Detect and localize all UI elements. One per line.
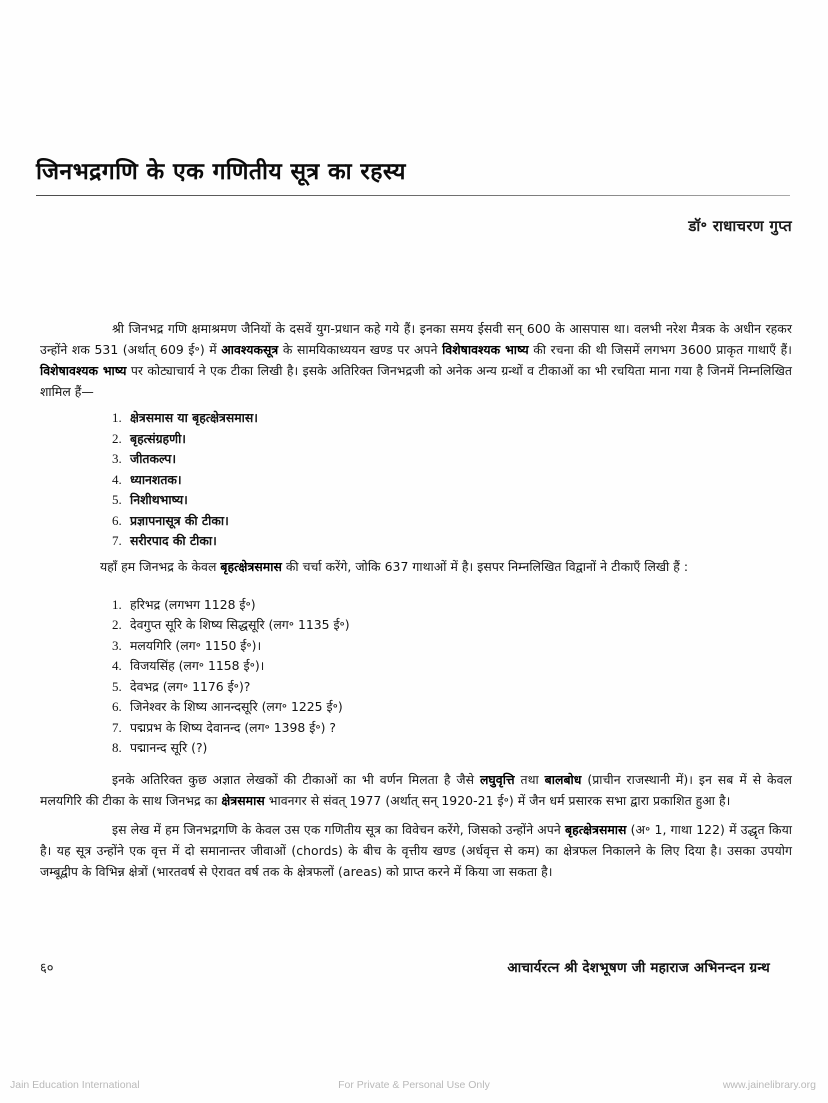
paragraph-after-works bbox=[40, 556, 792, 577]
list-item-label: जिनेश्वर के शिष्य आनन्दसूरि (लग॰ 1225 ई॰) bbox=[130, 699, 343, 714]
list-item bbox=[112, 615, 792, 636]
intro-sentence-1: श्री जिनभद्र गणि क्षमाश्रमण जैनियों के दसवें युग-प्रधान कहे गये हैं। इनका समय ईसवी सन् 600 के आसपास था। bbox=[112, 321, 630, 336]
after-list1-a: यहाँ हम जिनभद्र के केवल bbox=[100, 558, 221, 574]
paragraph-unknown-commentaries bbox=[40, 769, 792, 811]
list-item-label: बृहत्संग्रहणी। bbox=[130, 430, 187, 446]
list-item-label: देवभद्र (लग॰ 1176 ई॰)? bbox=[130, 678, 251, 694]
book-title-footer: आचार्यरत्न श्री देशभूषण जी महाराज अभिनन्दन ग्रन्थ bbox=[507, 960, 770, 976]
work-kshetrasamasa: क्षेत्रसमास bbox=[221, 792, 265, 808]
list-item-number: 6. bbox=[112, 512, 122, 528]
paragraph-scope bbox=[40, 819, 792, 882]
work-vishesavashyaka-bhashya-1: विशेषावश्यक भाष्य bbox=[442, 342, 529, 357]
list-item-label: हरिभद्र (लगभग 1128 ई॰) bbox=[130, 596, 256, 612]
scan-watermark-strip bbox=[0, 1066, 828, 1103]
list-item-label: क्षेत्रसमास या बृहत्क्षेत्रसमास। bbox=[130, 410, 258, 425]
list-item-label: मलयगिरि (लग॰ 1150 ई॰)। bbox=[130, 637, 262, 653]
list-item-label: जीतकल्प। bbox=[130, 451, 177, 466]
intro-sentence-2e: पर कोट्याचार्य ने एक टीका लिखी है। इसके अतिरिक्त जिनभद्रजी को अनेक अन्य ग्रन्थों व टीकाओं का भी रचयिता माना गया है जिनमें निम्नलिखित शामिल हैं— bbox=[40, 363, 792, 399]
author-byline: डॉ॰ राधाचरण गुप्त bbox=[688, 217, 792, 235]
title-block bbox=[36, 158, 792, 196]
body-column bbox=[40, 318, 792, 884]
intro-sentence-2c: के सामयिकाध्ययन खण्ड पर अपने bbox=[278, 342, 443, 357]
after-list2-d: (प्राचीन राजस्थानी में)। इन सब में से केवल मलयगिरि की टीका के साथ जिनभद्र का bbox=[40, 771, 792, 808]
paragraph-intro bbox=[40, 318, 792, 402]
final-a: इस लेख में हम जिनभद्रगणि के केवल उस एक गणितीय सूत्र का विवेचन करेंगे, जिसको उन्होंने अपने bbox=[112, 821, 565, 837]
title-divider bbox=[36, 195, 790, 196]
list-item-number: 3. bbox=[112, 451, 122, 466]
list-item-number: 8. bbox=[112, 740, 122, 755]
list-item bbox=[112, 531, 792, 552]
list-item-number: 2. bbox=[112, 617, 122, 632]
list-item-label: देवगुप्त सूरि के शिष्य सिद्धसूरि (लग॰ 1135 ई॰) bbox=[130, 617, 350, 632]
list-item-number: 4. bbox=[112, 658, 122, 673]
list-item bbox=[112, 595, 792, 616]
list-item-number: 2. bbox=[112, 430, 122, 446]
list-item-number: 1. bbox=[112, 596, 122, 612]
list-item bbox=[112, 490, 792, 511]
list-item-label: निशीथभाष्य। bbox=[130, 492, 188, 507]
list-item-label: विजयसिंह (लग॰ 1158 ई॰)। bbox=[130, 658, 265, 673]
page-title: जिनभद्रगणि के एक गणितीय सूत्र का रहस्य bbox=[36, 159, 406, 185]
list-item bbox=[112, 470, 792, 491]
list-item bbox=[112, 408, 792, 429]
work-brihatkshetrasamasa: बृहत्क्षेत्रसमास bbox=[220, 558, 282, 574]
after-list1-c: की चर्चा करेंगे, जोकि 637 गाथाओं में है। इसपर निम्नलिखित विद्वानों ने टीकाएँ लिखी हैं : bbox=[281, 558, 689, 574]
list-item-label: ध्यानशतक। bbox=[130, 471, 182, 487]
list-item-label: प्रज्ञापनासूत्र की टीका। bbox=[130, 512, 229, 528]
list-item-number: 5. bbox=[112, 678, 122, 694]
scan-usage-notice: For Private & Personal Use Only bbox=[338, 1078, 490, 1091]
list-item-number: 5. bbox=[112, 492, 122, 507]
commentators-list bbox=[40, 595, 792, 759]
work-laghuvritti: लघुवृत्ति bbox=[479, 771, 515, 787]
works-list bbox=[40, 408, 792, 552]
list-item bbox=[112, 511, 792, 532]
after-list2-c: तथा bbox=[514, 771, 545, 787]
scan-org-label: Jain Education International bbox=[10, 1078, 140, 1091]
list-item bbox=[112, 636, 792, 657]
list-item bbox=[112, 449, 792, 470]
spacer bbox=[40, 579, 792, 589]
intro-sentence-2: वलभी नरेश मैत्रक के अधीन रहकर उन्होंने शक 531 (अर्थात् 609 ई॰) में bbox=[40, 321, 792, 357]
page-number: ६० bbox=[40, 961, 54, 976]
final-c: (अ॰ 1, गाथा 122) में उद्धृत किया है। यह सूत्र उन्होंने एक वृत्त में दो समानान्तर जीवाओं (chords) के बीच के वृत्तीय खण्ड (अर्धवृत्त से कम) का क्षेत्रफल निकालने के लिए दिया है। उसका उपयोग जम्बूद्वीप के विभिन्न क्षेत्रों (भारतवर्ष से ऐरावत वर्ष तक के क्षेत्रफलों (areas) को प्राप्त करने में किया जा सकता है। bbox=[40, 821, 793, 879]
work-avashyaka-sutra: आवश्यकसूत्र bbox=[221, 342, 279, 357]
work-brihatkshetrasamasa-2: बृहत्क्षेत्रसमास bbox=[565, 821, 627, 837]
list-item bbox=[112, 677, 792, 698]
list-item bbox=[112, 429, 792, 450]
work-vishesavashyaka-bhashya-2: विशेषावश्यक भाष्य bbox=[40, 363, 127, 378]
list-item-number: 3. bbox=[112, 637, 122, 653]
list-item bbox=[112, 718, 792, 739]
list-item-label: सरीरपाद की टीका। bbox=[130, 533, 217, 548]
list-item-number: 7. bbox=[112, 533, 122, 548]
page-footer bbox=[40, 958, 792, 976]
list-item-number: 4. bbox=[112, 471, 122, 487]
scan-website-label[interactable]: www.jainelibrary.org bbox=[722, 1078, 816, 1091]
list-item bbox=[112, 697, 792, 718]
list-item bbox=[112, 656, 792, 677]
after-list2-e: भावनगर से संवत् 1977 (अर्थात् सन् 1920-21 ई॰) में जैन धर्म प्रसारक सभा द्वारा प्रकाशित हुआ है। bbox=[264, 792, 731, 808]
work-balabodha: बालबोध bbox=[544, 771, 582, 787]
after-list2-a: इनके अतिरिक्त कुछ अज्ञात लेखकों की टीकाओं का भी वर्णन मिलता है जैसे bbox=[112, 771, 480, 787]
list-item bbox=[112, 738, 792, 759]
list-item-number: 1. bbox=[112, 410, 122, 425]
list-item-number: 6. bbox=[112, 699, 122, 714]
intro-sentence-2d: की रचना की थी जिसमें लगभग 3600 प्राकृत गाथाएँ हैं। bbox=[528, 342, 792, 357]
list-item-number: 7. bbox=[112, 719, 122, 735]
list-item-label: पद्मानन्द सूरि (?) bbox=[130, 740, 208, 755]
list-item-label: पद्मप्रभ के शिष्य देवानन्द (लग॰ 1398 ई॰) ? bbox=[130, 719, 336, 735]
